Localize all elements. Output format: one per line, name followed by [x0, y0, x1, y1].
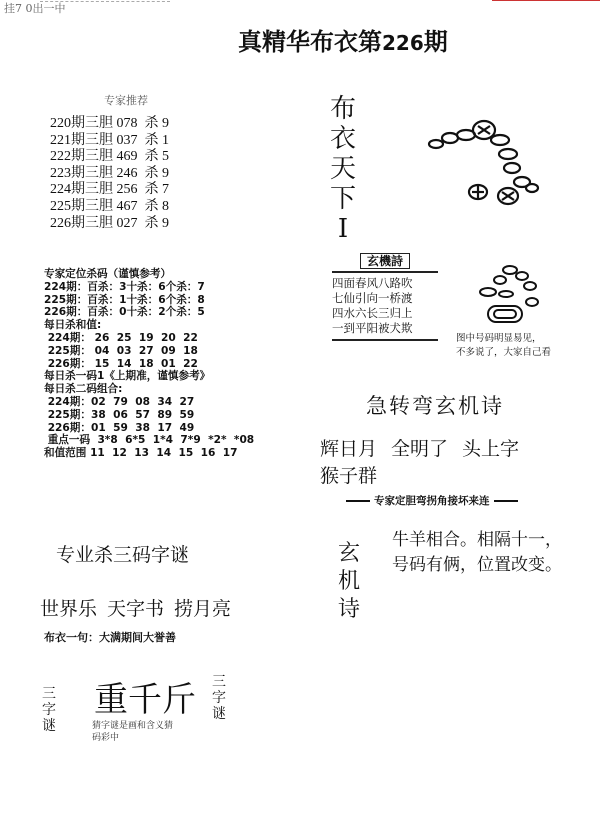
vertical-char: 玄 [337, 541, 360, 566]
three-dan-row: 222期三胆 469 杀 5 [50, 149, 169, 165]
riddle-small-note [92, 720, 173, 744]
kill-three-word: 世界乐 [40, 598, 98, 620]
vertical-char: 天 [329, 154, 356, 184]
buyi-tianxia-vertical [328, 94, 358, 244]
three-dan-row: 225期三胆 467 杀 8 [50, 198, 169, 214]
three-char-vertical-left [40, 686, 58, 734]
title-issue-number: 226 [382, 31, 424, 55]
kill-code-line: 专家定位杀码（谨慎参考） [44, 268, 172, 280]
kill-code-line: 226期：01 59 38 17 49 [44, 421, 195, 434]
figure-note [456, 332, 551, 360]
riddle-word: 猴子群 [320, 465, 378, 487]
kill-three-words [40, 594, 241, 621]
kill-code-line: 225期：百杀：1十杀：6个杀：8 [44, 293, 205, 306]
xuanji-poem-line: 号码有俩，位置改变。 [392, 555, 562, 575]
kill-code-line: 重点一码 3*8 6*5 1*4 7*9 *2* *08 [44, 434, 255, 447]
vertical-char: 布 [329, 94, 356, 124]
kill-code-line: 224期：百杀：3十杀：6个杀：7 [44, 280, 205, 293]
poem-line: 七仙引向一桥渡 [332, 291, 413, 305]
big-riddle-word: 重千斤 [94, 680, 196, 720]
riddle-words [320, 434, 600, 488]
top-red-line [492, 0, 600, 3]
top-dashed-line [40, 1, 170, 2]
xuanji-poem-box [332, 254, 438, 341]
poem-title: 玄機詩 [332, 254, 438, 269]
xuanji-vertical [334, 540, 364, 624]
note-line: 图中号码明显易见， [456, 333, 542, 344]
vertical-char: I [337, 214, 349, 244]
corner-text: 挂7 0出一中 [4, 2, 66, 15]
kill-code-line: 225期： 04 03 27 09 18 [44, 344, 198, 357]
vertical-char: 三 [42, 686, 56, 702]
vertical-char: 谜 [212, 706, 226, 722]
poem-line: 一到平阳被犬欺 [332, 321, 413, 335]
vertical-char: 下 [329, 184, 356, 214]
three-dan-row: 224期三胆 256 杀 7 [50, 182, 169, 198]
kill-code-line: 和值范围 11 12 13 14 15 16 17 [44, 447, 238, 460]
kill-code-line: 226期：百杀：0十杀：2个杀：5 [44, 306, 205, 319]
small-note-line: 码彩中 [92, 733, 120, 743]
chain-figure [420, 112, 540, 212]
xuanji-poem-lines [392, 528, 562, 578]
three-char-vertical-right [210, 674, 228, 722]
buyi-caption: 布衣一句：大满期间大誉善 [44, 631, 176, 644]
riddle-word: 头上字 [462, 438, 520, 460]
xuanji-poem-line: 牛羊相合。相隔十一， [392, 530, 562, 550]
vertical-char: 三 [212, 674, 226, 690]
vertical-char: 诗 [337, 597, 360, 622]
page-title [238, 22, 448, 57]
kill-three-heading: 专业杀三码字谜 [56, 544, 190, 566]
kill-code-line: 224期： 26 25 19 20 22 [44, 331, 198, 344]
expert-divider: 专家定胆弯拐角接坏来连 [342, 493, 522, 508]
vertical-char: 衣 [329, 124, 356, 154]
vertical-char: 字 [42, 702, 56, 718]
riddle-word: 辉日月 [320, 438, 378, 460]
riddle-word: 全明了 [391, 438, 449, 460]
poem-line: 四面春风八路吹 [332, 276, 413, 290]
poem-bottom-bar [332, 339, 438, 341]
kill-three-word: 天字书 [107, 598, 165, 620]
kill-code-line: 226期： 15 14 18 01 22 [44, 357, 198, 370]
kill-code-block [44, 268, 254, 460]
kill-code-line: 224期：02 79 08 34 27 [44, 395, 195, 408]
small-note-line: 猜字谜是画和含义猜 [92, 721, 174, 731]
three-dan-list [50, 116, 169, 232]
title-main: 真精华布衣第 [238, 28, 382, 56]
kill-code-line: 每日杀和值: [44, 319, 102, 332]
note-line: 不多说了，大家自己看 [456, 347, 552, 358]
vertical-char: 机 [337, 569, 360, 594]
kill-code-line: 225期：38 06 57 89 59 [44, 408, 195, 421]
divider-dash-left [346, 500, 370, 502]
vertical-char: 谜 [42, 718, 56, 734]
three-dan-row: 226期三胆 027 杀 9 [50, 215, 169, 231]
poem-top-bar [332, 271, 438, 273]
ring-figure [470, 262, 550, 332]
riddle-heading: 急转弯玄机诗 [366, 394, 504, 418]
kill-code-line: 每日杀二码组合: [44, 383, 123, 396]
expert-header: 专家推荐 [104, 94, 148, 107]
three-dan-row: 221期三胆 037 杀 1 [50, 132, 169, 148]
vertical-char: 字 [212, 690, 226, 706]
kill-code-line: 每日杀一码1《上期准，谨慎参考》 [44, 370, 211, 383]
divider-dash-right [494, 500, 518, 502]
three-dan-row: 220期三胆 078 杀 9 [50, 116, 169, 131]
kill-three-word: 捞月亮 [174, 598, 232, 620]
title-tail: 期 [423, 28, 448, 56]
poem-line: 四水六长三归上 [332, 306, 413, 320]
three-dan-row: 223期三胆 246 杀 9 [50, 165, 169, 181]
